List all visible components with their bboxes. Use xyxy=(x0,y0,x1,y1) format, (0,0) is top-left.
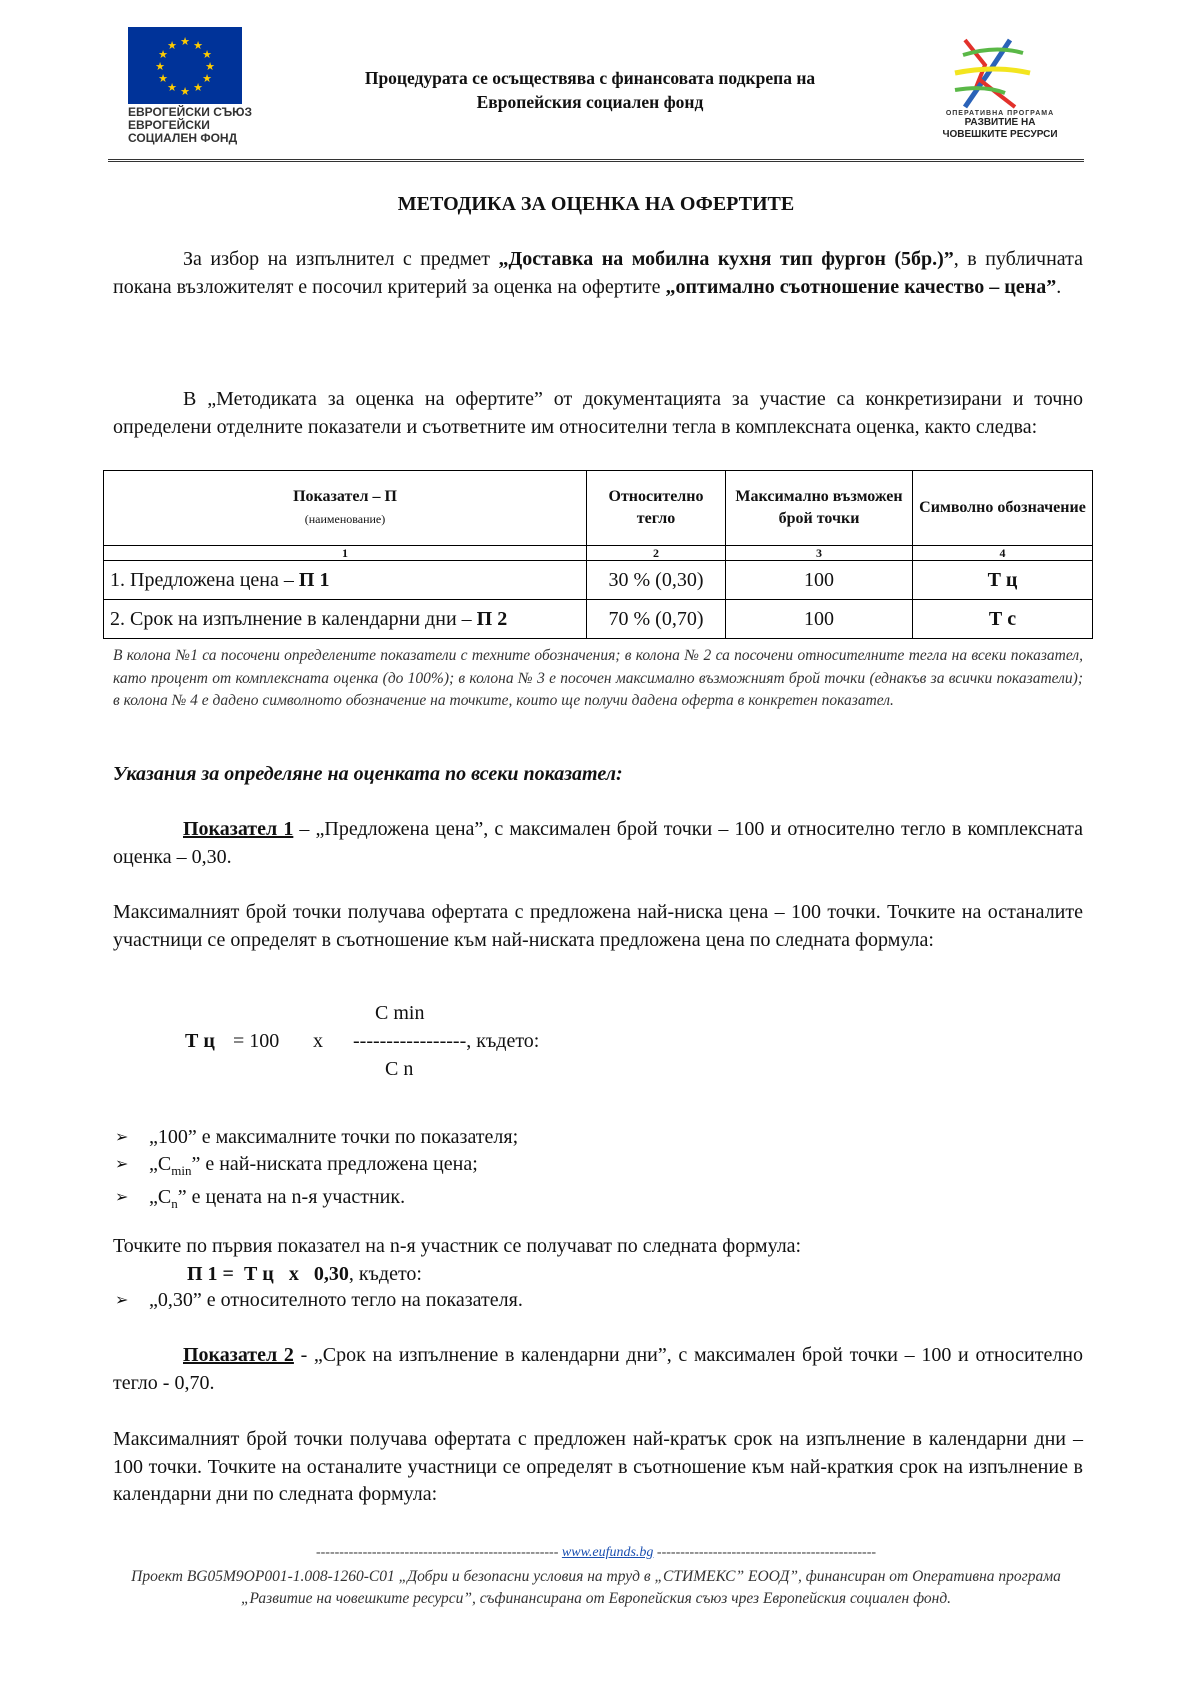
bullet-text: „0,30” е относителното тегло на показателя. xyxy=(149,1289,523,1311)
svg-text:★: ★ xyxy=(158,72,168,85)
p1-formula xyxy=(187,1261,787,1289)
header-divider xyxy=(108,159,1084,162)
indicator-name: 1. Предложена цена – xyxy=(110,568,299,591)
arrow-bullet-icon: ➢ xyxy=(115,1129,129,1146)
eu-caption-line: ЕВРОГЕЙСКИ xyxy=(128,118,210,132)
formula-fraction-line: -----------------, където: xyxy=(353,1030,540,1052)
table-row xyxy=(104,561,1093,600)
intro-text: . xyxy=(1056,275,1062,298)
price-formula xyxy=(185,1002,645,1092)
footer-project-text: Проект BG05M9OP001-1.008-1260-C01 „Добри и безопасни условия на труд в „СТИМЕКС” ЕООД”, финансиран от Оперативна програма „Развитие на човешките ресурси”, съфинансирана от Европейския съюз чрез Европейския социален фонд. xyxy=(131,1568,1061,1607)
formula-legend-list xyxy=(113,1124,1073,1217)
eu-flag-logo xyxy=(128,27,242,104)
intro-text: За избор на изпълнител с предмет xyxy=(183,248,499,270)
intro-paragraph xyxy=(113,246,1083,301)
bullet-text: ” е цената на n-я участник. xyxy=(177,1186,406,1208)
procedure-line: Европейския социален фонд xyxy=(476,92,704,112)
footer-dashes: ----------------------------------------------- xyxy=(656,1545,877,1560)
indicator1-label: Показател 1 xyxy=(183,818,294,840)
methodology-paragraph: В „Методиката за оценка на офертите” от документацията за участие са конкретизирани и точно определени отделните показатели и съответните им относителни тегла в комплексната оценка, както следва: xyxy=(113,388,1083,438)
indicator1-text: – „Предложена цена”, с максимален брой точки – 100 и относително тегло в комплексната оценка – 0,30. xyxy=(113,818,1083,868)
op-caption-line: ЧОВЕШКИТЕ РЕСУРСИ xyxy=(942,129,1058,140)
list-item xyxy=(113,1151,1073,1184)
svg-text:★: ★ xyxy=(202,48,212,61)
svg-text:★: ★ xyxy=(155,60,165,73)
p1-formula-main: П 1 = Т ц х 0,30 xyxy=(187,1263,349,1285)
max-points-cell: 100 xyxy=(726,600,913,639)
svg-text:★: ★ xyxy=(180,35,190,48)
procedure-header xyxy=(290,66,890,114)
indicator1-paragraph xyxy=(113,816,1083,871)
bullet-subscript: n xyxy=(171,1196,178,1211)
arrow-bullet-icon: ➢ xyxy=(115,1156,129,1173)
bullet-text: ” е най-ниската предложена цена; xyxy=(191,1153,478,1175)
header-cell: Относително тегло xyxy=(587,471,726,546)
column-number: 3 xyxy=(726,546,913,561)
criterion-text: „оптимално съотношение качество – цена” xyxy=(665,275,1057,298)
arrow-bullet-icon: ➢ xyxy=(115,1189,129,1206)
procedure-line: Процедурата се осъществява с финансовата подкрепа на xyxy=(364,68,816,88)
column-number: 1 xyxy=(104,546,587,561)
footer-dashes: ---------------------------------------------------- xyxy=(315,1545,559,1560)
formula-numerator: C min xyxy=(375,1002,425,1024)
eufunds-link[interactable]: www.eufunds.bg xyxy=(561,1545,654,1560)
list-item xyxy=(113,1124,1073,1151)
weight-cell: 70 % (0,70) xyxy=(587,600,726,639)
svg-text:★: ★ xyxy=(193,81,203,94)
indicator-name: 2. Срок на изпълнение в календарни дни – xyxy=(110,607,477,630)
indicator2-paragraph xyxy=(113,1342,1083,1397)
arrow-bullet-icon: ➢ xyxy=(115,1292,129,1309)
indicator1-rule: Максималният брой точки получава офертата с предложена най-ниска цена – 100 точки. Точките на останалите участници се определят в съотношение към най-ниската предложена цена по следната формула: xyxy=(113,901,1083,951)
subject-text: „Доставка на мобилна кухня тип фургон (5бр.)” xyxy=(498,248,954,270)
indicator-name-cell xyxy=(104,600,587,639)
formula-times: х xyxy=(313,1030,323,1052)
indicator-code: П 1 xyxy=(298,568,330,591)
bullet-subscript: min xyxy=(171,1163,192,1178)
op-caption-line: РАЗВИТИЕ НА xyxy=(964,117,1036,128)
formula-lhs: Т ц xyxy=(185,1030,215,1052)
section-heading: Указания за определяне на оценката по всеки показател: xyxy=(113,763,623,785)
column-number: 4 xyxy=(913,546,1093,561)
eu-caption-line: ЕВРОГЕЙСКИ СЪЮЗ xyxy=(128,105,253,119)
indicator2-label: Показател 2 xyxy=(183,1344,294,1366)
svg-text:★: ★ xyxy=(193,39,203,52)
eu-caption-line: СОЦИАЛЕН ФОНД xyxy=(128,131,238,145)
eu-caption xyxy=(128,106,252,145)
max-points-cell: 100 xyxy=(726,561,913,600)
bullet-text: „C xyxy=(149,1153,172,1175)
svg-text:★: ★ xyxy=(167,39,177,52)
svg-text:★: ★ xyxy=(167,81,177,94)
weight-cell: 30 % (0,30) xyxy=(587,561,726,600)
indicator-name-cell xyxy=(104,561,587,600)
op-caption-small: ОПЕРАТИВНА ПРОГРАМА xyxy=(945,110,1055,117)
header-cell xyxy=(104,471,587,546)
table-header-row xyxy=(104,471,1093,546)
indicator-code: П 2 xyxy=(476,607,508,630)
op-caption xyxy=(925,110,1075,141)
column-number: 2 xyxy=(587,546,726,561)
intro-text: , в публичната покана възложителят е посочил критерий за оценка на офертите xyxy=(113,248,1083,298)
points-sentence: Точките по първия показател на n-я участник се получават по следната формула: xyxy=(113,1235,802,1257)
p1-formula-rest: , където: xyxy=(348,1263,422,1285)
col1-title: Показател – П xyxy=(293,488,397,505)
symbol-cell: Т с xyxy=(913,600,1093,639)
list-item xyxy=(113,1184,1073,1217)
list-item xyxy=(113,1287,1073,1314)
formula-eq: = 100 xyxy=(233,1030,280,1052)
document-title: МЕТОДИКА ЗА ОЦЕНКА НА ОФЕРТИТЕ xyxy=(397,193,795,215)
criteria-table xyxy=(103,470,1093,639)
table-row xyxy=(104,600,1093,639)
svg-text:★: ★ xyxy=(180,85,190,98)
indicator2-rule: Максималният брой точки получава офертата с предложен най-кратък срок на изпълнение в календарни дни – 100 точки. Точките на останалите участници се определят в съотношение към най-краткия срок на изпълнение в календарни дни по следната формула: xyxy=(113,1428,1083,1505)
col1-subtitle: (наименование) xyxy=(304,512,386,526)
svg-text:★: ★ xyxy=(202,72,212,85)
column-number-row xyxy=(104,546,1093,561)
indicator2-text: - „Срок на изпълнение в календарни дни”, с максимален брой точки – 100 и относително тегло - 0,70. xyxy=(113,1344,1083,1394)
op-hrd-logo xyxy=(925,35,1075,115)
footer-link-line xyxy=(108,1545,1084,1561)
symbol-cell: Т ц xyxy=(913,561,1093,600)
table-note: В колона №1 са посочени определените показатели с техните обозначения; в колона № 2 са посочени относителните тегла на всеки показател, като процент от комплексната оценка (до 100%); в колона № 3 е посочен максимално възможният брой точки (еднакъв за всички показатели); в колона № 4 е дадено символното обозначение на точките, които ще получи дадена оферта в конкретен показател. xyxy=(113,647,1083,709)
weight-legend-list xyxy=(113,1287,1073,1314)
header-cell: Символно обозначение xyxy=(913,471,1093,546)
svg-text:★: ★ xyxy=(205,60,215,73)
formula-denominator: C n xyxy=(385,1058,414,1080)
svg-text:★: ★ xyxy=(158,48,168,61)
bullet-text: „C xyxy=(149,1186,172,1208)
bullet-text: „100” е максималните точки по показателя; xyxy=(149,1126,519,1148)
header-cell: Максимално възможен брой точки xyxy=(726,471,913,546)
